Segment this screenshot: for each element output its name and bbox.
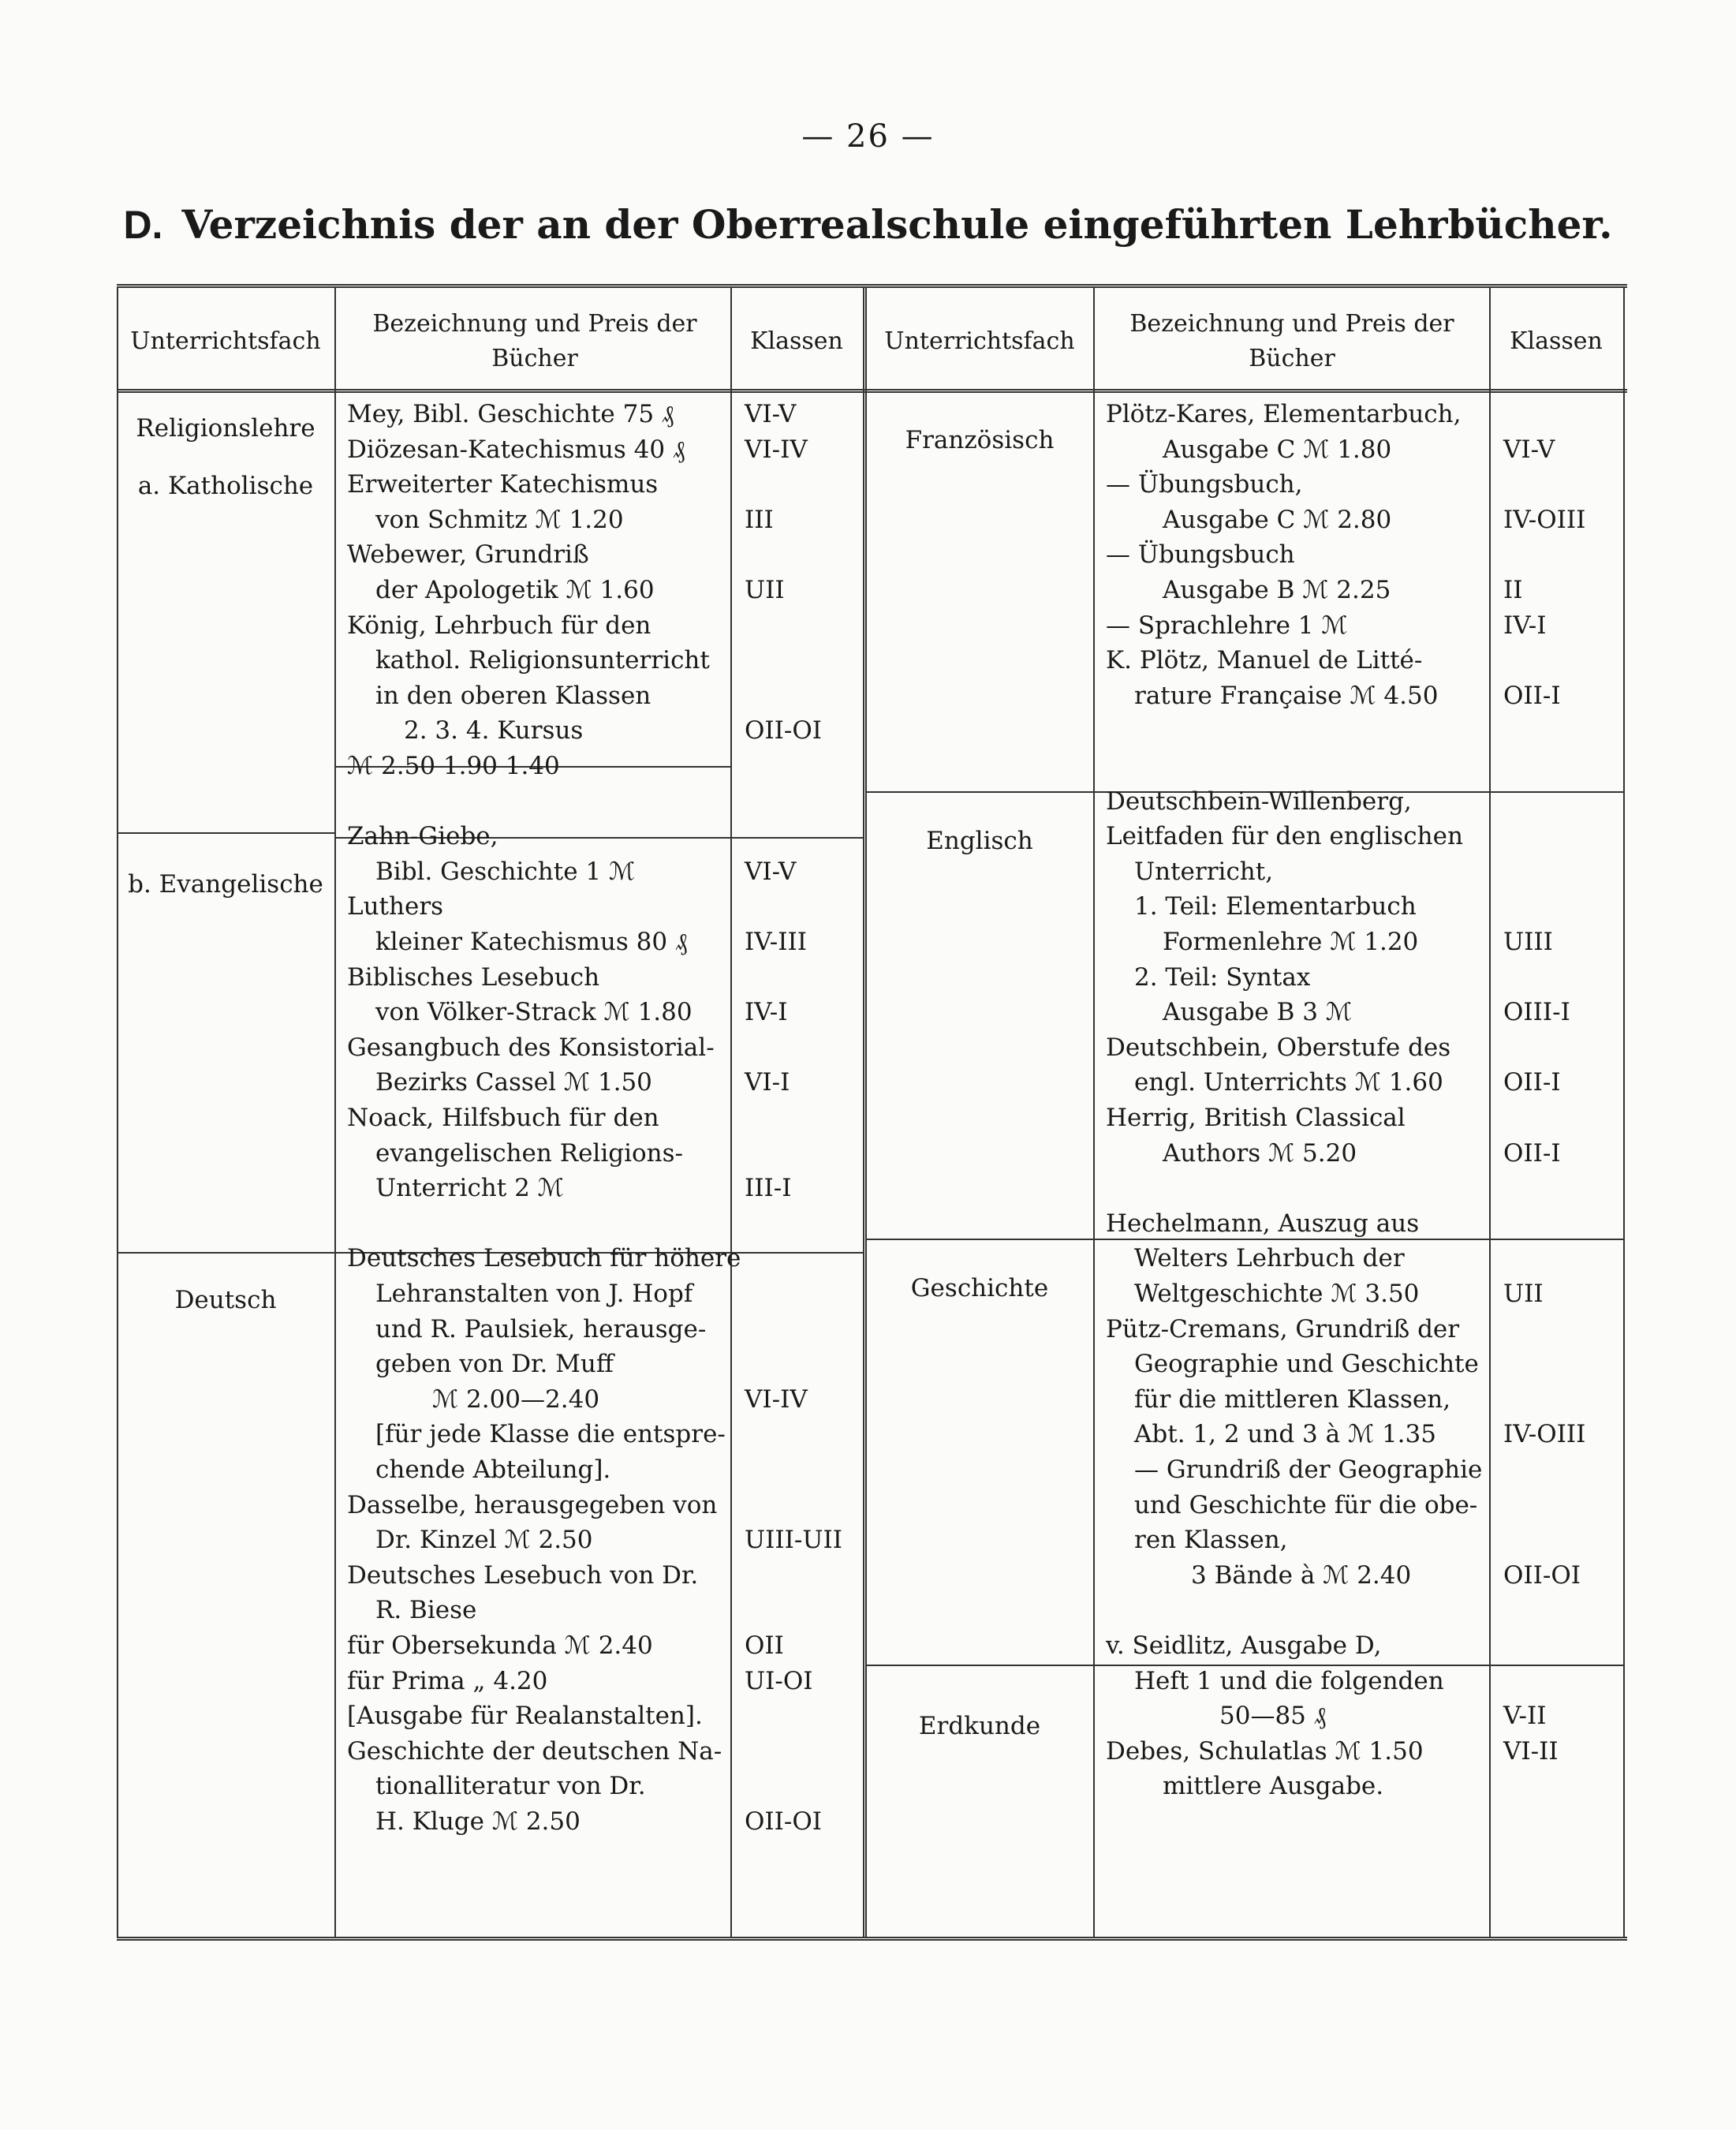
book-row	[117, 995, 1627, 1030]
book-entry: Leitfaden für den englischen	[1106, 822, 1463, 851]
header-books-right: Bezeichnung und Preis der Bücher	[1129, 310, 1454, 372]
subject-english: Englisch	[926, 827, 1033, 855]
book-row	[117, 397, 1627, 432]
book-row	[117, 1382, 1627, 1418]
class-range: OII-I	[1503, 1138, 1561, 1168]
class-range: II	[1503, 576, 1523, 604]
book-entry: der Apologetik ℳ 1.60	[375, 576, 655, 604]
class-range: UII	[1503, 1280, 1544, 1308]
class-range: VI-IV	[745, 1384, 808, 1414]
book-entry: ℳ 2.50 1.90 1.40	[347, 752, 560, 780]
book-entry: Lehranstalten von J. Hopf	[375, 1280, 693, 1308]
header-classes-right: Klassen	[1510, 327, 1603, 355]
book-row	[117, 503, 1627, 538]
subject-geography: Erdkunde	[918, 1712, 1041, 1740]
book-entry: von Schmitz ℳ 1.20	[375, 505, 624, 534]
book-entry: für Obersekunda ℳ 2.40	[347, 1631, 653, 1660]
book-entry: Authors ℳ 5.20	[1163, 1138, 1357, 1168]
book-row	[117, 960, 1627, 996]
book-entry: Ausgabe C ℳ 2.80	[1163, 505, 1392, 534]
book-entry: mittlere Ausgabe.	[1163, 1772, 1384, 1801]
book-row	[117, 1030, 1627, 1066]
class-range: UII	[745, 576, 785, 604]
book-row	[117, 678, 1627, 714]
book-entry: in den oberen Klassen	[375, 681, 651, 710]
class-range: IV-I	[1503, 611, 1547, 640]
book-row	[117, 1100, 1627, 1136]
book-entry: und Geschichte für die obe-	[1134, 1490, 1478, 1519]
book-row	[117, 1171, 1627, 1206]
book-row	[117, 1136, 1627, 1172]
book-entry: Formenlehre ℳ 1.20	[1163, 928, 1419, 956]
subject-protestant: b. Evangelische	[128, 870, 323, 899]
book-entry: chende Abteilung].	[375, 1456, 611, 1484]
book-row	[117, 608, 1627, 644]
book-entry: — Übungsbuch,	[1106, 470, 1303, 499]
book-entry: Ausgabe C ℳ 1.80	[1163, 435, 1392, 464]
class-range: V-II	[1503, 1702, 1547, 1731]
book-entry: Deutsches Lesebuch von Dr.	[347, 1560, 699, 1590]
class-range: UIII-UII	[745, 1526, 842, 1555]
section-letter: D.	[123, 203, 163, 247]
book-entry: Debes, Schulatlas ℳ 1.50	[1106, 1736, 1424, 1766]
book-row	[117, 1452, 1627, 1488]
book-row	[117, 1065, 1627, 1100]
book-entry: [für jede Klasse die entspre-	[375, 1420, 726, 1449]
book-entry: — Übungsbuch	[1106, 540, 1295, 570]
book-entry: tionalliteratur von Dr.	[375, 1772, 646, 1801]
class-range: VI-IV	[745, 435, 808, 464]
class-range: OII-I	[1503, 1068, 1561, 1097]
class-range: IV-OIII	[1503, 1420, 1586, 1449]
book-entry: 1. Teil: Elementarbuch	[1134, 892, 1417, 921]
book-entry: ℳ 2.00—2.40	[432, 1384, 600, 1414]
class-range: OII-I	[1503, 681, 1561, 710]
book-entry: Weltgeschichte ℳ 3.50	[1134, 1280, 1420, 1308]
book-entry: evangelischen Religions-	[375, 1138, 684, 1168]
book-entry: Unterricht 2 ℳ	[375, 1174, 564, 1203]
book-entry: Mey, Bibl. Geschichte 75 ₰	[347, 400, 674, 428]
book-entry: Plötz-Kares, Elementarbuch,	[1106, 400, 1462, 428]
book-row	[117, 713, 1627, 749]
class-range: III	[745, 505, 774, 534]
class-range: OII	[745, 1631, 784, 1660]
book-entry: v. Seidlitz, Ausgabe D,	[1106, 1631, 1382, 1660]
book-entry: Dr. Kinzel ℳ 2.50	[375, 1526, 593, 1555]
book-row	[117, 1241, 1627, 1276]
class-range: VI-V	[745, 400, 797, 428]
book-row	[117, 432, 1627, 468]
header-subject-right: Unterrichtsfach	[884, 327, 1075, 355]
class-range: UIII	[1503, 928, 1553, 956]
class-range: IV-III	[745, 928, 807, 956]
book-entry: für die mittleren Klassen,	[1134, 1384, 1451, 1414]
book-entry: R. Biese	[375, 1596, 477, 1625]
book-row	[117, 643, 1627, 678]
class-range: IV-I	[745, 998, 788, 1027]
book-row	[117, 1698, 1627, 1734]
book-entry: Bezirks Cassel ℳ 1.50	[375, 1068, 652, 1097]
subject-german: Deutsch	[174, 1286, 277, 1314]
book-entry: Zahn-Giebe,	[347, 822, 498, 851]
book-row	[117, 1206, 1627, 1242]
book-entry: Deutsches Lesebuch für höhere	[347, 1244, 741, 1273]
book-row	[117, 1593, 1627, 1628]
book-entry: kathol. Religionsunterricht	[375, 646, 710, 675]
book-row	[117, 1417, 1627, 1452]
book-entry: von Völker-Strack ℳ 1.80	[375, 998, 693, 1027]
book-entry: K. Plötz, Manuel de Litté-	[1106, 646, 1423, 675]
book-entry: Dasselbe, herausgegeben von	[347, 1490, 718, 1519]
book-entry: engl. Unterrichts ℳ 1.60	[1134, 1068, 1443, 1097]
book-entry: H. Kluge ℳ 2.50	[375, 1807, 581, 1836]
book-row	[117, 1276, 1627, 1312]
header-books-left: Bezeichnung und Preis der Bücher	[372, 310, 697, 372]
book-entry: Deutschbein-Willenberg,	[1106, 787, 1412, 816]
book-entry: Welters Lehrbuch der	[1134, 1244, 1405, 1273]
book-row	[117, 537, 1627, 573]
class-range: VI-I	[745, 1068, 790, 1097]
book-row	[117, 1664, 1627, 1699]
book-entry: Herrig, British Classical	[1106, 1104, 1406, 1132]
book-entry: rature Française ℳ 4.50	[1134, 681, 1439, 710]
book-row	[117, 925, 1627, 960]
book-row	[117, 1347, 1627, 1382]
section-title-text: Verzeichnis der an der Oberrealschule eingeführten Lehrbücher.	[181, 201, 1613, 248]
book-entry: Ausgabe B ℳ 2.25	[1163, 576, 1391, 604]
book-row	[117, 784, 1627, 820]
book-row	[117, 573, 1627, 608]
book-row	[117, 819, 1627, 854]
page-title	[0, 201, 1736, 248]
book-entry: Geschichte der deutschen Na-	[347, 1736, 722, 1766]
book-row	[117, 1488, 1627, 1523]
book-row	[117, 1312, 1627, 1347]
book-entry: Deutschbein, Oberstufe des	[1106, 1033, 1451, 1062]
book-entry: geben von Dr. Muff	[375, 1350, 614, 1379]
book-entry: Unterricht,	[1134, 857, 1274, 886]
class-range: VI-V	[745, 857, 797, 886]
class-range: OIII-I	[1503, 998, 1570, 1027]
subject-history: Geschichte	[910, 1274, 1049, 1302]
book-row	[117, 1523, 1627, 1558]
class-range: III-I	[745, 1174, 792, 1203]
book-entry: kleiner Katechismus 80 ₰	[375, 928, 688, 956]
subject-catholic: a. Katholische	[137, 472, 314, 500]
book-row	[117, 749, 1627, 784]
subject-french: Französisch	[905, 426, 1055, 454]
class-range: VI-V	[1503, 435, 1555, 464]
book-entry: 3 Bände à ℳ 2.40	[1191, 1560, 1412, 1590]
book-entry: Biblisches Lesebuch	[347, 962, 600, 992]
book-entry: ren Klassen,	[1134, 1526, 1288, 1555]
book-entry: Gesangbuch des Konsistorial-	[347, 1033, 715, 1062]
class-range: IV-OIII	[1503, 505, 1586, 534]
book-entry: Diözesan-Katechismus 40 ₰	[347, 435, 685, 464]
book-row	[117, 1558, 1627, 1594]
book-entry: [Ausgabe für Realanstalten].	[347, 1702, 703, 1731]
class-range: OII-OI	[745, 716, 823, 746]
book-entry: Abt. 1, 2 und 3 à ℳ 1.35	[1134, 1420, 1436, 1449]
class-range: UI-OI	[745, 1666, 813, 1695]
book-entry: Heft 1 und die folgenden	[1134, 1666, 1444, 1695]
book-entry: 2. 3. 4. Kursus	[404, 716, 584, 746]
book-entry: Bibl. Geschichte 1 ℳ	[375, 857, 636, 886]
book-row	[117, 889, 1627, 925]
book-entry: Hechelmann, Auszug aus	[1106, 1209, 1420, 1238]
book-entry: Pütz-Cremans, Grundriß der	[1106, 1314, 1460, 1343]
class-range: VI-II	[1503, 1736, 1559, 1766]
header-classes-left: Klassen	[750, 327, 843, 355]
book-entry: Noack, Hilfsbuch für den	[347, 1104, 659, 1132]
book-entry: Ausgabe B 3 ℳ	[1163, 998, 1352, 1027]
book-row	[117, 1804, 1627, 1840]
book-entry: 2. Teil: Syntax	[1134, 962, 1311, 992]
book-row	[117, 1734, 1627, 1769]
book-entry: — Grundriß der Geographie	[1134, 1456, 1483, 1484]
book-row	[117, 1769, 1627, 1804]
page-number: — 26 —	[801, 118, 935, 155]
book-entry: 50—85 ₰	[1219, 1702, 1327, 1731]
book-entry: für Prima „ 4.20	[347, 1666, 548, 1695]
book-entry: König, Lehrbuch für den	[347, 611, 651, 640]
header-rule	[117, 389, 1627, 393]
book-row	[117, 854, 1627, 890]
textbook-table	[117, 284, 1627, 1941]
class-range: OII-OI	[745, 1807, 823, 1836]
book-row	[117, 467, 1627, 503]
subject-religion: Religionslehre	[136, 414, 315, 443]
book-entry: Geographie und Geschichte	[1134, 1350, 1479, 1379]
header-subject-left: Unterrichtsfach	[130, 327, 321, 355]
book-row	[117, 1628, 1627, 1664]
book-entry: Webewer, Grundriß	[347, 540, 589, 570]
book-entry: und R. Paulsiek, herausge-	[375, 1314, 707, 1343]
book-entry: Erweiterter Katechismus	[347, 470, 659, 499]
class-range: OII-OI	[1503, 1560, 1581, 1590]
book-entry: Luthers	[347, 892, 444, 921]
book-entry: — Sprachlehre 1 ℳ	[1106, 611, 1348, 640]
